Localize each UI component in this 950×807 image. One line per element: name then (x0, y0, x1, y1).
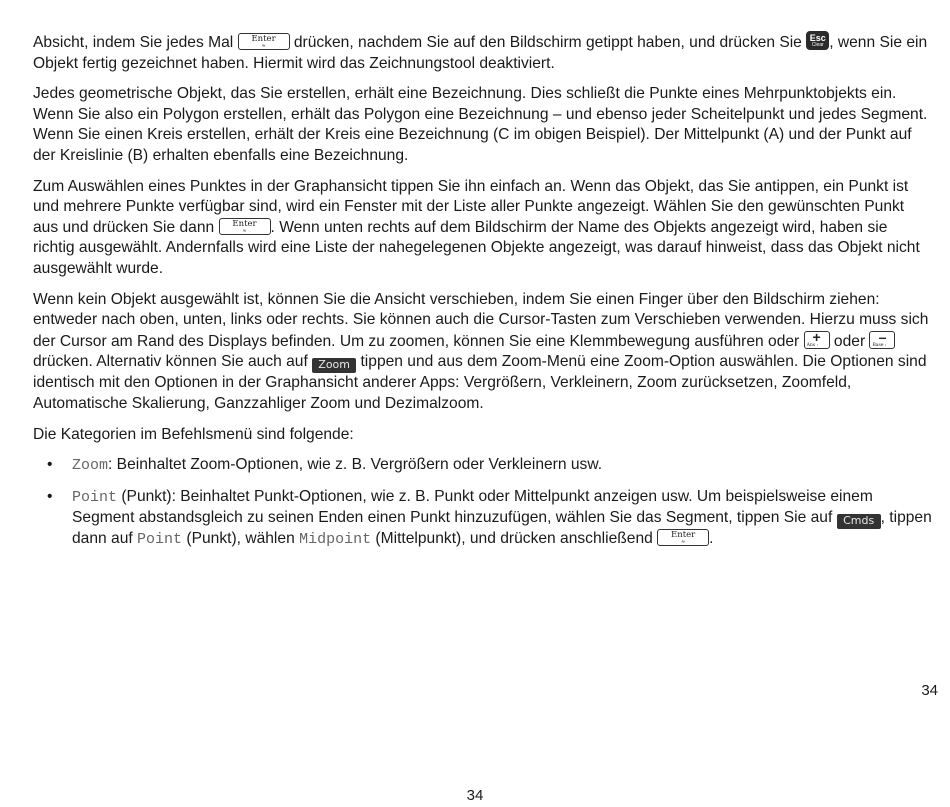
esc-key-icon: Esc Clear (806, 31, 829, 50)
paragraph-select-point (33, 177, 933, 280)
page-number-bottom: 34 (466, 787, 484, 804)
cmds-softkey-icon: Cmds (837, 514, 881, 529)
text-run: drücken. Alternativ können Sie auch auf (33, 353, 313, 371)
paragraph-categories-intro: Die Kategorien im Befehlsmenü sind folgende: (33, 425, 354, 443)
code-midpoint: Midpoint (299, 531, 372, 549)
enter-key-icon: Enter ≈ (238, 33, 290, 50)
text-run: . (709, 530, 714, 548)
enter-key-icon: Enter ≈ (219, 218, 271, 235)
paragraph-labels: Jedes geometrische Objekt, das Sie erstellen, erhält eine Bezeichnung. Dies schließt die Punkte eines Mehrpunktobjekts ein. Wenn Sie also ein Polygon erstellen, erhält das Polygon eine Bezeichnung – und ebenso jeder Scheitelpunkt und jedes Segment. Wenn Sie einen Kreis erstellen, erhält der Kreis eine Bezeichnung (C im obigen Beispiel). Der Mittelpunkt (A) und der Punkt auf der Kreislinie (B) erhalten ebenfalls eine Bezeichnung. (33, 85, 928, 164)
bullet-icon: • (47, 456, 53, 474)
text-run: oder (829, 332, 870, 350)
page-number-right: 34 (921, 682, 938, 699)
text-run: . Wenn unten rechts auf dem Bildschirm der Name des Objekts angezeigt wird, haben sie richtig ausgewählt. Andernfalls wird eine Liste der nahegelegenen Objekte angezeigt, was darauf hinweist, dass das Objekt nicht ausgewählt wurde. (33, 218, 920, 277)
text-run: (Punkt), wählen (182, 530, 300, 548)
text-run: : Beinhaltet Zoom-Optionen, wie z. B. Vergrößern oder Verkleinern usw. (108, 456, 603, 474)
paragraph-drawing-tool (33, 31, 933, 74)
text-run: , wenn Sie ein Objekt fertig gezeichnet haben. Hiermit wird das Zeichnungstool deaktiviert. (33, 34, 928, 72)
document-body (33, 31, 933, 561)
code-point: Point (137, 531, 183, 549)
minus-key-icon: – Base : (869, 331, 895, 349)
paragraph-pan-zoom (33, 290, 933, 415)
text-run: Absicht, indem Sie jedes Mal (33, 34, 238, 51)
list-item-zoom (33, 455, 933, 477)
text-run: , tippen dann auf (72, 509, 932, 548)
text-run: (Mittelpunkt), und drücken anschließend (371, 530, 658, 548)
list-item-point (33, 487, 933, 551)
text-run: (Punkt): Beinhaltet Punkt-Optionen, wie z. B. Punkt oder Mittelpunkt anzeigen usw. Um beispielsweise einem Segment abstandsgleich zu seinen Enden einen Punkt hinzuzufügen, wählen Sie das Segment, tippen Sie auf (72, 487, 873, 527)
text-run: tippen und aus dem Zoom-Menü eine Zoom-Option auswählen. Die Optionen sind identisch mit den Optionen in der Graphansicht anderer Apps: Vergrößern, Verkleinern, Zoom zurücksetzen, Zoomfeld, Automatische Skalierung, Ganzzahliger Zoom und Dezimalzoom. (33, 353, 927, 412)
bullet-icon: • (47, 487, 53, 505)
plus-key-icon: + Ans : (804, 331, 830, 349)
code-zoom: Zoom (72, 457, 109, 475)
code-point: Point (72, 488, 118, 506)
enter-key-icon: Enter ≈ (657, 529, 709, 546)
text-run: Zum Auswählen eines Punktes in der Graphansicht tippen Sie ihn einfach an. Wenn das Objekt, das Sie antippen, ein Punkt ist und mehrere Punkte verfügbar sind, wird ein Fenster mit der Liste aller Punkte angezeigt. Wählen Sie den gewünschten Punkt aus und drücken Sie dann (33, 177, 909, 236)
text-run: drücken, nachdem Sie auf den Bildschirm getippt haben, und drücken Sie (289, 34, 807, 51)
text-run: Wenn kein Objekt ausgewählt ist, können Sie die Ansicht verschieben, indem Sie einen Finger über den Bildschirm ziehen: entweder nach oben, unten, links oder rechts. Sie können auch die Cursor-Tasten zum Verschieben verwenden. Hierzu muss sich der Cursor am Rand des Displays befinden. Um zu zoomen, können Sie eine Klemmbewegung ausführen oder (33, 290, 929, 350)
category-list (33, 455, 933, 551)
zoom-softkey-icon: Zoom (312, 358, 356, 373)
